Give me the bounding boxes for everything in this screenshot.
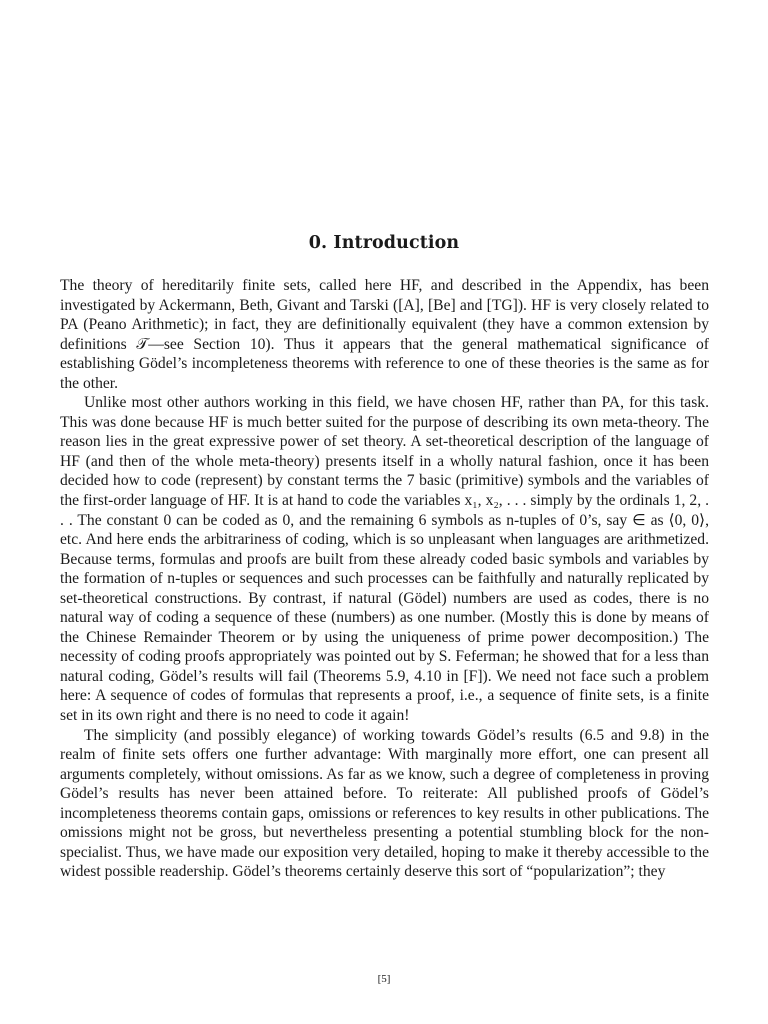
body-text [60, 276, 709, 882]
paragraph-3: The simplicity (and possibly elegance) of working towards Gödel’s results (6.5 and 9.8) in the realm of finite sets offers one further advantage: With marginally more effort, one can present all arguments completely, without omissions. As far as we know, such a degree of completeness in proving Gödel’s results has never been attained before. To reiterate: All published proofs of Gödel’s incompleteness theorems contain gaps, omissions or references to key results in other publications. The omissions might not be gross, but nevertheless presenting a potential stumbling block for the non-specialist. Thus, we have made our exposition very detailed, hoping to make it thereby accessible to the widest possible readership. Gödel’s theorems certainly deserve this sort of “popularization”; they [60, 726, 709, 881]
paragraph-2: Unlike most other authors working in this field, we have chosen HF, rather than PA, for this task. This was done because HF is much better suited for the purpose of describing its own meta-theory. The reason lies in the great expressive power of set theory. A set-theoretical description of the language of HF (and then of the whole meta-theory) presents itself in a wholly natural fashion, once it has been decided how to code (represent) by constant terms the 7 basic (primitive) symbols and the variables of the first-order language of HF. It is at hand to code the variables x₁, x₂, . . . simply by the ordinals 1, 2, . . . The constant 0 can be coded as 0, and the remaining 6 symbols as n-tuples of 0’s, say ∈ as ⟨0, 0⟩, etc. And here ends the arbitrariness of coding, which is so unpleasant when languages are arithmetized. Because terms, formulas and proofs are built from these already coded basic symbols and variables by the formation of n-tuples or sequences and such processes can be faithfully and naturally replicated by set-theoretical constructions. By contrast, if natural (Gödel) numbers are used as codes, there is no natural way of coding a sequence of these (numbers) as one number. (Mostly this is done by means of the Chinese Remainder Theorem or by using the uniqueness of prime power decomposition.) The necessity of coding proofs appropriately was pointed out by S. Feferman; he showed that for a less than natural coding, Gödel’s results will fail (Theorems 5.9, 4.10 in [F]). We need not face such a problem here: A sequence of codes of formulas that represents a proof, i.e., a sequence of finite sets, is a finite set in its own right and there is no need to code it again! [60, 394, 709, 725]
paragraph-1: The theory of hereditarily finite sets, called here HF, and described in the Appendix, has been investigated by Ackermann, Beth, Givant and Tarski ([A], [Be] and [TG]). HF is very closely related to PA (Peano Arithmetic); in fact, they are definitionally equivalent (they have a common extension by definitions 𝒯—see Section 10). Thus it appears that the general mathematical significance of establishing Gödel’s incompleteness theorems with reference to one of these theories is the same as for the other. [60, 277, 709, 392]
section-heading: 0. Introduction [308, 233, 460, 253]
page-number: [5] [377, 973, 391, 985]
